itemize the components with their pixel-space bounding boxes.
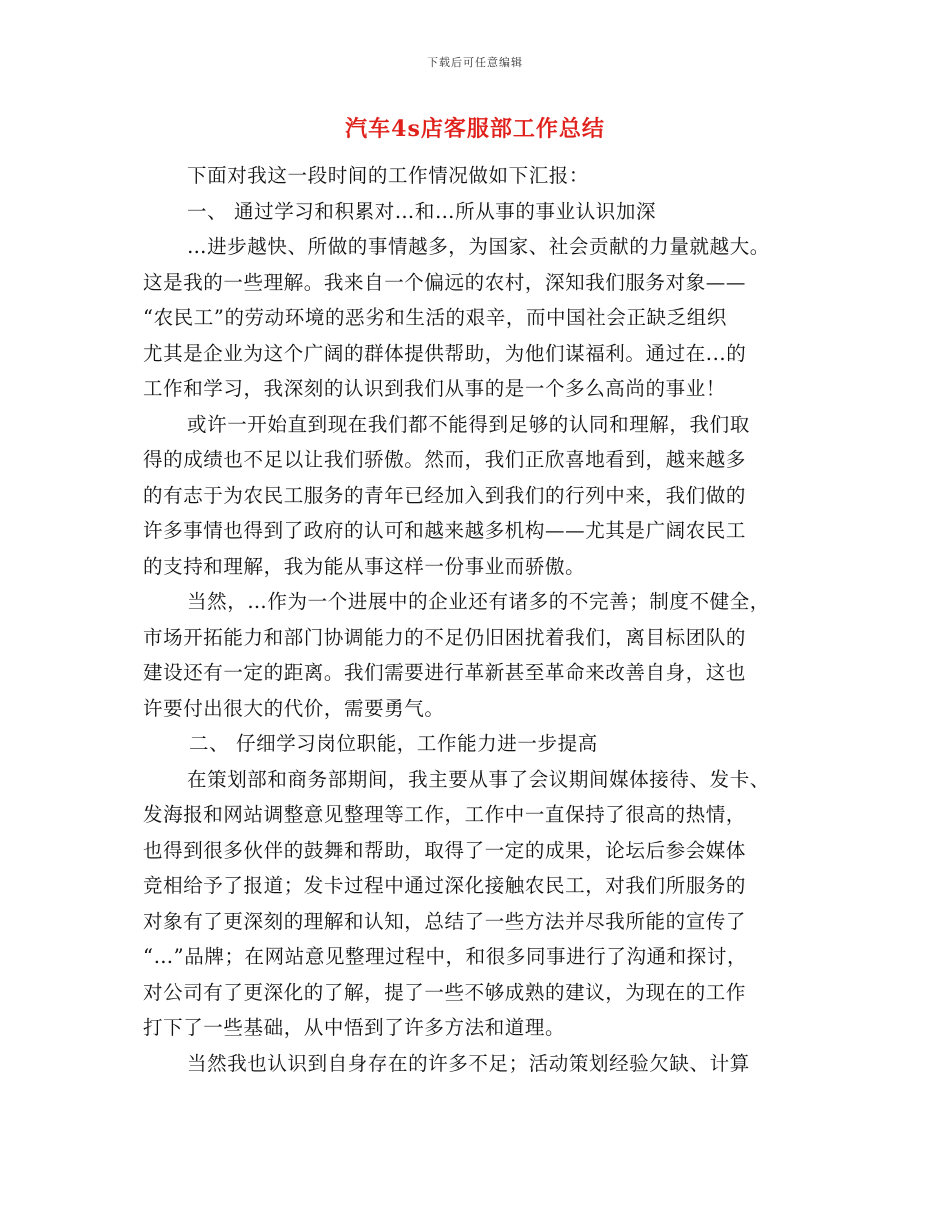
text-line: 得的成绩也不足以让我们骄傲。然而，我们正欣喜地看到，越来越多 xyxy=(143,448,747,471)
text-line: 许多事情也得到了政府的认可和越来越多机构——尤其是广阔农民工 xyxy=(143,519,747,542)
text-line: 对象有了更深刻的理解和认知，总结了一些方法并尽我所能的宣传了 xyxy=(143,909,747,933)
document-body xyxy=(143,158,805,1081)
text-line: “农民工”的劳动环境的恶劣和生活的艰辛，而中国社会正缺乏组织 xyxy=(143,306,727,329)
text-line: 当然，…作为一个进展中的企业还有诸多的不完善；制度不健全， xyxy=(187,590,770,613)
text-line: 在策划部和商务部期间，我主要从事了会议期间媒体接待、发卡、 xyxy=(187,767,770,791)
text-line: 许要付出很大的代价，需要勇气。 xyxy=(143,696,445,720)
header-note: 下载后可任意编辑 xyxy=(427,56,523,69)
text-line: …进步越快、所做的事情越多，为国家、社会贡献的力量就越大。 xyxy=(187,235,770,258)
section-heading: 一、 通过学习和积累对…和…所从事的事业认识加深 xyxy=(187,199,657,223)
text-line: 市场开拓能力和部门协调能力的不足仍旧困扰着我们，离目标团队的 xyxy=(143,625,747,649)
text-line: 尤其是企业为这个广阔的群体提供帮助，为他们谋福利。通过在...的 xyxy=(143,341,747,365)
text-line: “…”品牌；在网站意见整理过程中，和很多同事进行了沟通和探讨， xyxy=(143,945,748,968)
text-line: 的支持和理解，我为能从事这样一份事业而骄傲。 xyxy=(143,554,586,578)
document-title: 汽车4s店客服部工作总结 xyxy=(345,116,605,142)
text-line: 对公司有了更深化的了解，提了一些不够成熟的建议，为现在的工作 xyxy=(143,980,747,1004)
text-line: 工作和学习，我深刻的认识到我们从事的是一个多么高尚的事业！ xyxy=(143,377,726,400)
text-line: 的有志于为农民工服务的青年已经加入到我们的行列中来，我们做的 xyxy=(143,483,747,507)
text-line: 这是我的一些理解。我来自一个偏远的农村，深知我们服务对象—— xyxy=(143,270,747,294)
text-line: 发海报和网站调整意见整理等工作，工作中一直保持了很高的热情， xyxy=(143,803,747,826)
text-line: 也得到很多伙伴的鼓舞和帮助，取得了一定的成果，论坛后参会媒体 xyxy=(143,838,747,862)
text-line: 竞相给予了报道；发卡过程中通过深化接触农民工，对我们所服务的 xyxy=(143,874,747,897)
text-line: 当然我也认识到自身存在的许多不足；活动策划经验欠缺、计算 xyxy=(187,1051,750,1075)
text-line: 下面对我这一段时间的工作情况做如下汇报： xyxy=(187,164,590,187)
text-line: 建设还有一定的距离。我们需要进行革新甚至革命来改善自身，这也 xyxy=(143,661,747,684)
text-line: 或许一开始直到现在我们都不能得到足够的认同和理解，我们取 xyxy=(187,412,750,436)
section-heading: 二、 仔细学习岗位职能，工作能力进一步提高 xyxy=(189,732,598,755)
text-line: 打下了一些基础，从中悟到了许多方法和道理。 xyxy=(143,1016,566,1039)
